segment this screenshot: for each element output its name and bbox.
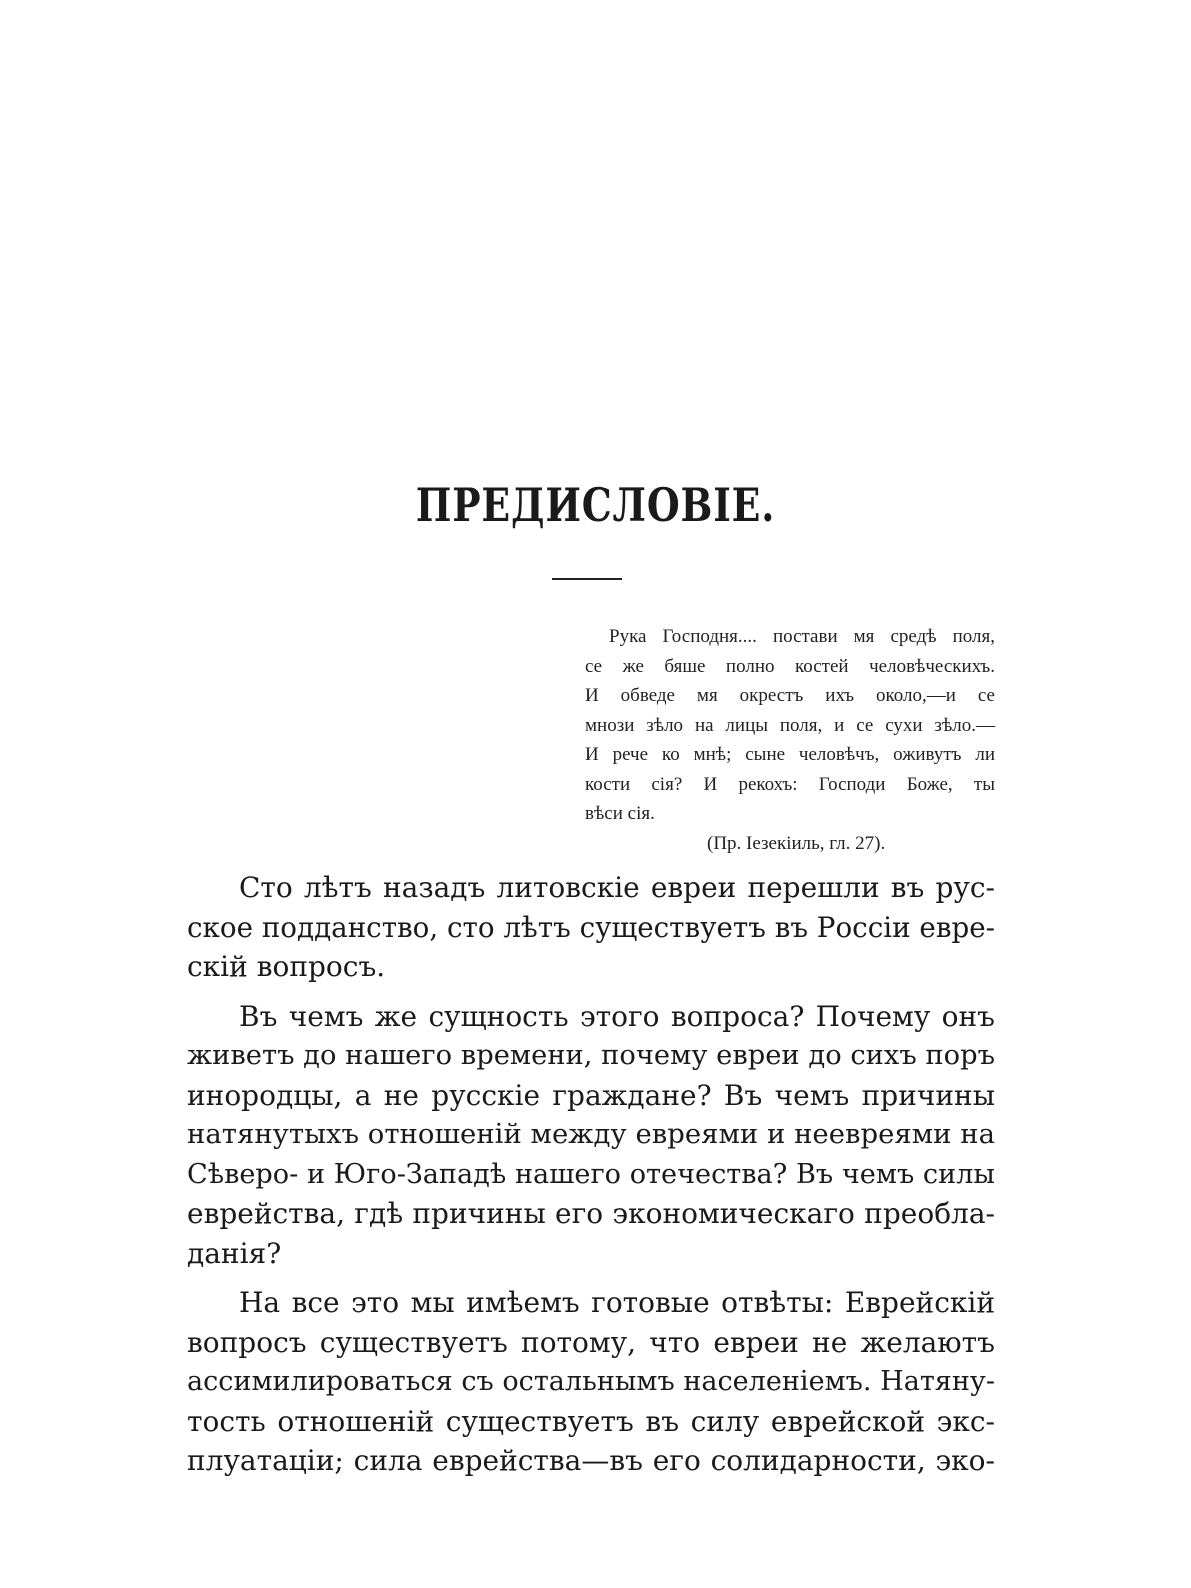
text-line: Въ чемъ же сущность этого вопроса? Почему онъ (239, 999, 995, 1033)
text-line: Сѣверо- и Юго-Западѣ нашего отечества? Въ чемъ силы (187, 1158, 995, 1190)
epigraph-line: вѣси сія. (585, 803, 655, 824)
epigraph-line: кости сія? И рекохъ: Господи Боже, ты (585, 773, 995, 795)
paragraph (187, 868, 995, 987)
paragraph (187, 997, 995, 1274)
text-line: На все это мы имѣемъ готовые отвѣты: Еврейскій (239, 1286, 995, 1319)
text-line: плуатаціи; сила еврейства—въ его солидарности, эко- (187, 1444, 995, 1477)
text-line: данія? (187, 1236, 282, 1270)
text-line: еврейства, гдѣ причины его экономическаго преобла- (187, 1197, 995, 1230)
body-text (187, 868, 995, 1481)
text-line: скій вопросъ. (187, 950, 386, 983)
title-divider (552, 578, 622, 580)
text-line: Сто лѣтъ назадъ литовскіе евреи перешли въ рус- (239, 871, 995, 904)
text-line: живетъ до нашего времени, почему евреи до сихъ поръ (187, 1040, 995, 1071)
epigraph-source: (Пр. Іезекіиль, гл. 27). (707, 832, 886, 854)
text-line: ассимилироваться съ остальнымъ населеніемъ. Натяну- (187, 1366, 995, 1397)
epigraph-line: се же бяше полно костей человѣческихъ. (585, 655, 995, 677)
paragraph (187, 1283, 995, 1481)
text-line: ское подданство, сто лѣтъ существуетъ въ Россіи евре- (187, 910, 995, 944)
epigraph-line: мнози зѣло на лицы поля, и се сухи зѣло.— (585, 714, 995, 736)
epigraph-line: Рука Господня.... постави мя средѣ поля, (609, 626, 995, 647)
epigraph-line: И обведе мя окрестъ ихъ около,—и се (585, 685, 995, 706)
text-line: инородцы, а не русскіе граждане? Въ чемъ причины (187, 1078, 995, 1112)
page-title: ПРЕДИСЛОВІЕ. (415, 478, 776, 532)
epigraph (585, 622, 995, 858)
text-line: вопросъ существуетъ потому, что евреи не желаютъ (187, 1325, 995, 1359)
text-line: натянутыхъ отношеній между евреями и неевреями на (187, 1118, 995, 1150)
epigraph-line: И рече ко мнѣ; сыне человѣчъ, оживутъ ли (585, 744, 995, 765)
text-line: тость отношеній существуетъ въ силу еврейской экс- (187, 1404, 995, 1438)
